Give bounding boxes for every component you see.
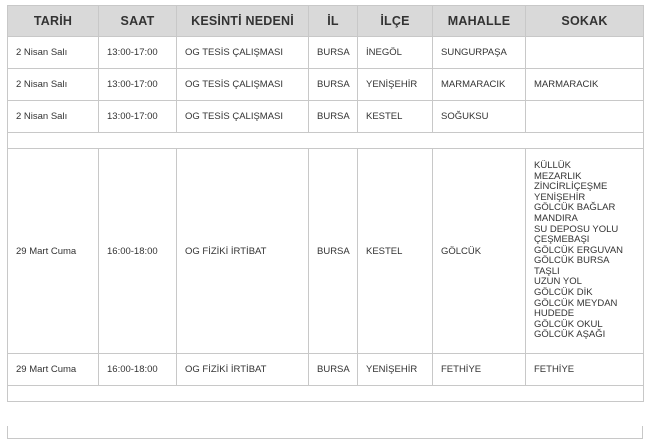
street-item: GÖLCÜK AŞAĞI — [534, 329, 606, 341]
table-header-row — [8, 6, 644, 37]
cell-il: BURSA — [309, 37, 358, 69]
table-row — [8, 149, 644, 354]
cell-il: BURSA — [309, 149, 358, 354]
street-item: YENİŞEHİR — [534, 191, 586, 203]
cell-mahalle: SUNGURPAŞA — [433, 37, 526, 69]
cell-neden: OG TESİS ÇALIŞMASI — [177, 101, 309, 133]
column-header-il: İL — [309, 6, 358, 37]
cell-tarih: 2 Nisan Salı — [8, 69, 99, 101]
table-row — [8, 101, 644, 133]
cell-neden: OG FİZİKİ İRTİBAT — [177, 354, 309, 386]
cell-tarih: 2 Nisan Salı — [8, 37, 99, 69]
column-header-mahalle: MAHALLE — [433, 6, 526, 37]
outage-table — [7, 5, 644, 402]
column-header-tarih: TARİH — [8, 6, 99, 37]
cell-sokak: MARMARACIK — [526, 69, 644, 101]
cell-il: BURSA — [309, 354, 358, 386]
table-row — [8, 354, 644, 386]
cell-saat: 16:00-18:00 — [99, 149, 177, 354]
cell-saat: 13:00-17:00 — [99, 69, 177, 101]
street-item: ÇEŞMEBAŞI — [534, 234, 590, 246]
street-item: GÖLCÜK OKUL — [534, 318, 603, 330]
cell-ilce: YENİŞEHİR — [358, 69, 433, 101]
street-item: HUDEDE — [534, 308, 575, 320]
street-item: GÖLCÜK DİK — [534, 287, 593, 299]
street-item: MEZARLIK — [534, 170, 582, 182]
cell-tarih: 29 Mart Cuma — [8, 354, 99, 386]
cell-ilce: YENİŞEHİR — [358, 354, 433, 386]
cell-saat: 13:00-17:00 — [99, 37, 177, 69]
street-item: MANDIRA — [534, 212, 578, 224]
column-header-ilce: İLÇE — [358, 6, 433, 37]
cell-sokak-list — [526, 149, 644, 354]
cell-mahalle: MARMARACIK — [433, 69, 526, 101]
trailing-empty-row — [7, 426, 643, 439]
table-row — [8, 69, 644, 101]
column-header-saat: SAAT — [99, 6, 177, 37]
street-item: TAŞLI — [534, 265, 560, 277]
cell-saat: 16:00-18:00 — [99, 354, 177, 386]
cell-neden: OG TESİS ÇALIŞMASI — [177, 69, 309, 101]
cell-ilce: KESTEL — [358, 149, 433, 354]
cell-mahalle: SOĞUKSU — [433, 101, 526, 133]
cell-mahalle: FETHİYE — [433, 354, 526, 386]
column-header-kesinti-nedeni: KESİNTİ NEDENİ — [177, 6, 309, 37]
cell-neden: OG FİZİKİ İRTİBAT — [177, 149, 309, 354]
cell-il: BURSA — [309, 101, 358, 133]
table-row — [8, 37, 644, 69]
cell-ilce: İNEGÖL — [358, 37, 433, 69]
street-item: GÖLCÜK ERGUVAN — [534, 244, 624, 256]
cell-ilce: KESTEL — [358, 101, 433, 133]
street-item: GÖLCÜK BAĞLAR — [534, 202, 616, 214]
cell-tarih: 2 Nisan Salı — [8, 101, 99, 133]
street-item: SU DEPOSU YOLU — [534, 223, 619, 235]
street-item: KÜLLÜK — [534, 159, 571, 171]
cell-il: BURSA — [309, 69, 358, 101]
street-item: ZİNCİRLİÇEŞME — [534, 181, 608, 193]
spacer-cell — [8, 386, 644, 402]
cell-sokak — [526, 37, 644, 69]
cell-sokak — [526, 101, 644, 133]
street-item: UZUN YOL — [534, 276, 582, 288]
street-item: GÖLCÜK MEYDAN — [534, 297, 618, 309]
spacer-row — [8, 133, 644, 149]
street-item: GÖLCÜK BURSA — [534, 255, 610, 267]
cell-sokak: FETHİYE — [526, 354, 644, 386]
cell-saat: 13:00-17:00 — [99, 101, 177, 133]
column-header-sokak: SOKAK — [526, 6, 644, 37]
cell-neden: OG TESİS ÇALIŞMASI — [177, 37, 309, 69]
spacer-cell — [8, 133, 644, 149]
cell-mahalle: GÖLCÜK — [433, 149, 526, 354]
cell-tarih: 29 Mart Cuma — [8, 149, 99, 354]
spacer-row — [8, 386, 644, 402]
